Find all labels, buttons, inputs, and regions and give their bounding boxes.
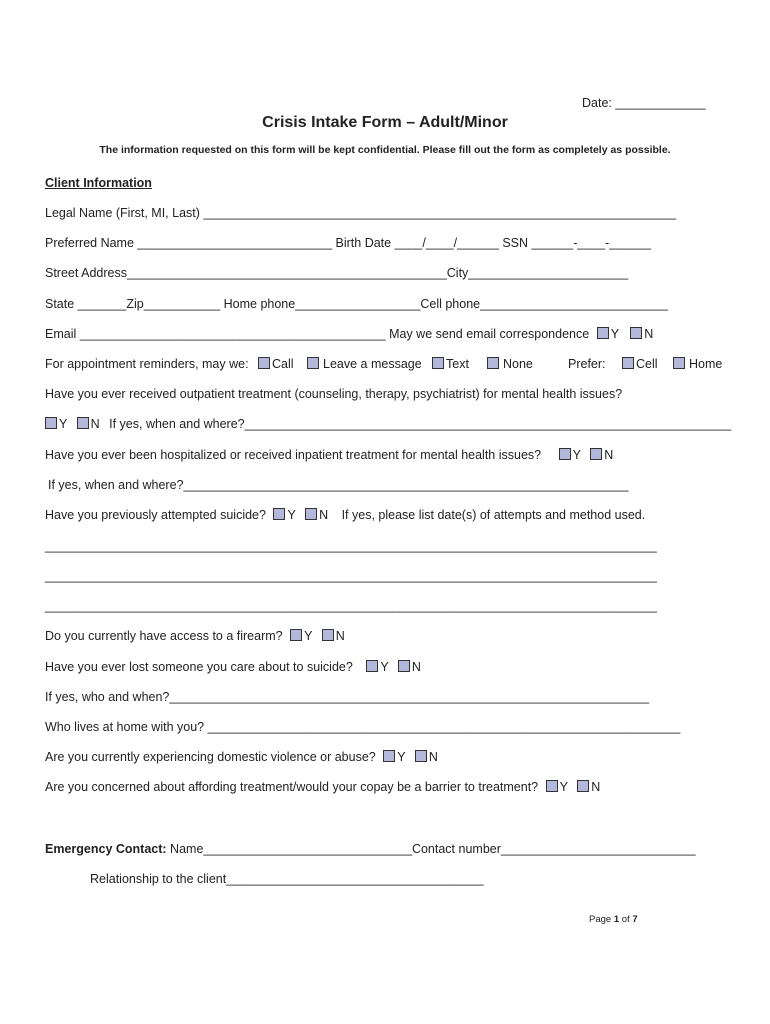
reminder-none-option[interactable]: [487, 356, 533, 372]
outpatient-no-label: N: [90, 417, 100, 431]
relationship-field[interactable]: Relationship to the client_____________________________________: [90, 872, 484, 886]
suicide-attempt-line: [45, 507, 645, 523]
email-no-label: N: [644, 327, 654, 341]
state-zip-phone-line[interactable]: State _______Zip___________ Home phone__________________Cell phone___________________________: [45, 297, 668, 311]
home-checkbox[interactable]: [673, 357, 685, 369]
preferred-name-birthdate-ssn-line[interactable]: Preferred Name ____________________________ Birth Date ____/____/______ SSN ______-____-______: [45, 236, 652, 250]
email-yes-checkbox[interactable]: [597, 327, 609, 339]
email-line[interactable]: [45, 326, 653, 342]
suicide-no-checkbox[interactable]: [305, 508, 317, 520]
outpatient-yes-checkbox[interactable]: [45, 417, 57, 429]
suicide-yes-label: Y: [287, 508, 296, 522]
date-field[interactable]: Date: _____________: [582, 96, 706, 110]
outpatient-yes-label: Y: [59, 417, 68, 431]
suicide-no-label: N: [319, 508, 329, 522]
answer-blank-line-3[interactable]: ________________________________________________________________________________________: [45, 599, 657, 613]
reminder-message-option[interactable]: [307, 356, 422, 372]
page-current: 1: [613, 914, 620, 925]
hospitalized-yes-label: Y: [572, 448, 581, 462]
none-label: None: [503, 357, 533, 371]
firearm-question: Do you currently have access to a firearm?: [45, 629, 283, 643]
suicide-list-instruction: If yes, please list date(s) of attempts and method used.: [341, 508, 646, 522]
lost-someone-question: Have you ever lost someone you care about to suicide?: [45, 660, 353, 674]
email-yes-label: Y: [610, 327, 619, 341]
firearm-no-checkbox[interactable]: [322, 629, 334, 641]
reminders-label: For appointment reminders, may we:: [45, 357, 249, 371]
afford-no-label: N: [591, 780, 601, 794]
firearm-yes-checkbox[interactable]: [290, 629, 302, 641]
page-of: of: [621, 914, 630, 925]
legal-name-field[interactable]: Legal Name (First, MI, Last) ____________________________________________________________________: [45, 206, 677, 220]
lost-no-checkbox[interactable]: [398, 660, 410, 672]
afford-yes-label: Y: [559, 780, 568, 794]
hospitalized-line: [45, 447, 613, 463]
outpatient-question: Have you ever received outpatient treatment (counseling, therapy, psychiatrist) for mental health issues?: [45, 387, 623, 401]
page-total: 7: [632, 914, 638, 925]
street-city-line[interactable]: Street Address______________________________________________City_______________________: [45, 266, 629, 280]
lost-yes-checkbox[interactable]: [366, 660, 378, 672]
suicide-attempt-question: Have you previously attempted suicide?: [45, 508, 266, 522]
call-label: Call: [272, 357, 294, 371]
lost-someone-line: [45, 659, 421, 675]
dv-yes-checkbox[interactable]: [383, 750, 395, 762]
confidentiality-note: The information requested on this form will be kept confidential. Please fill out the form as completely as possible.: [99, 144, 671, 156]
hospitalized-question: Have you ever been hospitalized or received inpatient treatment for mental health issues?: [45, 448, 542, 462]
page-prefix: Page: [589, 914, 612, 925]
hospitalized-yes-checkbox[interactable]: [559, 448, 571, 460]
text-checkbox[interactable]: [432, 357, 444, 369]
email-label: Email ____________________________________________ May we send email correspondence: [45, 327, 590, 341]
outpatient-answer-line[interactable]: [45, 416, 731, 432]
outpatient-no-checkbox[interactable]: [77, 417, 89, 429]
call-checkbox[interactable]: [258, 357, 270, 369]
reminder-text-option[interactable]: [432, 356, 469, 372]
firearm-no-label: N: [335, 629, 345, 643]
lost-yes-label: Y: [380, 660, 389, 674]
afford-no-checkbox[interactable]: [577, 780, 589, 792]
hospitalized-when-field[interactable]: If yes, when and where?________________________________________________________________: [48, 478, 629, 492]
emergency-name-contact-fields[interactable]: Name______________________________Contact number____________________________: [170, 842, 696, 856]
dv-no-checkbox[interactable]: [415, 750, 427, 762]
answer-blank-line-1[interactable]: ________________________________________________________________________________________: [45, 539, 657, 553]
cell-label: Cell: [636, 357, 658, 371]
who-when-field[interactable]: If yes, who and when?_____________________________________________________________________: [45, 690, 650, 704]
none-checkbox[interactable]: [487, 357, 499, 369]
domestic-violence-line: [45, 749, 438, 765]
emergency-contact-line[interactable]: [45, 841, 696, 857]
firearm-line: [45, 628, 345, 644]
afford-treatment-line: [45, 779, 600, 795]
hospitalized-no-label: N: [604, 448, 614, 462]
text-label: Text: [446, 357, 469, 371]
leave-message-checkbox[interactable]: [307, 357, 319, 369]
afford-treatment-question: Are you concerned about affording treatment/would your copay be a barrier to treatment?: [45, 780, 539, 794]
dv-yes-label: Y: [397, 750, 406, 764]
prefer-cell-option[interactable]: [622, 356, 658, 372]
lost-no-label: N: [411, 660, 421, 674]
reminder-call-option[interactable]: [258, 356, 294, 372]
outpatient-when-field[interactable]: If yes, when and where?______________________________________________________________________: [109, 417, 732, 431]
answer-blank-line-2[interactable]: ________________________________________________________________________________________: [45, 569, 657, 583]
prefer-label: Prefer:: [568, 357, 606, 371]
page-number: [589, 914, 638, 925]
dv-no-label: N: [428, 750, 438, 764]
lives-at-home-field[interactable]: Who lives at home with you? ____________________________________________________________________: [45, 720, 681, 734]
emergency-contact-label: Emergency Contact:: [45, 842, 167, 856]
email-no-checkbox[interactable]: [630, 327, 642, 339]
form-title: Crisis Intake Form – Adult/Minor: [262, 114, 508, 131]
prefer-home-option[interactable]: [673, 356, 722, 372]
firearm-yes-label: Y: [304, 629, 313, 643]
afford-yes-checkbox[interactable]: [546, 780, 558, 792]
suicide-yes-checkbox[interactable]: [273, 508, 285, 520]
cell-checkbox[interactable]: [622, 357, 634, 369]
leave-message-label: Leave a message: [323, 357, 422, 371]
home-label: Home: [689, 357, 723, 371]
domestic-violence-question: Are you currently experiencing domestic violence or abuse?: [45, 750, 376, 764]
reminders-line: [45, 356, 249, 372]
hospitalized-no-checkbox[interactable]: [590, 448, 602, 460]
section-heading-client-info: Client Information: [45, 176, 152, 190]
